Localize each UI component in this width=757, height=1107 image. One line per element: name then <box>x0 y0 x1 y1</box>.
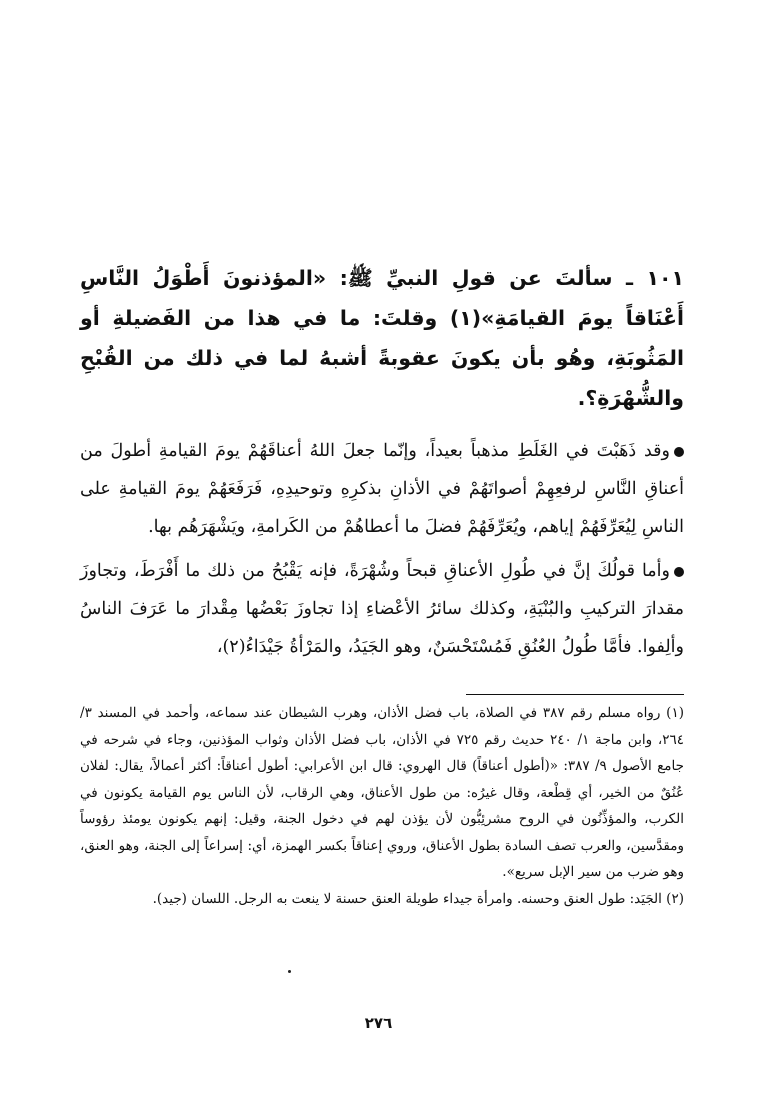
question-paragraph: ١٠١ ـ سألتَ عن قولِ النبيِّ ﷺ: «المؤذنونَ أَطْوَلُ النَّاسِ أَعْنَاقاً يومَ القيامَةِ»(١) وقلتَ: ما في هذا من الفَضيلةِ أو المَثُوبَةِ، وهُو بأن يكونَ عقوبةً أشبهُ لما في ذلك من القُبْحِ والشُّهْرَةِ؟. <box>80 266 684 410</box>
page-number: ٢٧٦ <box>364 1014 393 1032</box>
main-text <box>80 258 684 672</box>
answer-paragraph-2 <box>80 552 684 666</box>
answer-text-2: وأما قولُكَ إنَّ في طُولِ الأعناقِ قبحاً وشُهْرَةً، فإنه يَقْبُحُ من ذلك ما أَفْرَطَ، وتجاوزَ مقدارَ التركيبِ والبُنْيَةِ، وكذلك سائرُ الأعْضاءِ إذا تجاوزَ بَعْضُها مِقْدارَ ما عَرَفَ الناسُ وألِفوا. فأمَّا طُولُ العُنُقِ فَمُسْتَحْسَنٌ، وهو الجَيَدُ، والمَرْأةُ جَيْدَاءُ(٢)، <box>80 561 684 657</box>
answer-paragraph-1 <box>80 432 684 546</box>
bullet-icon <box>674 567 684 577</box>
footnotes <box>80 700 684 912</box>
answer-text-1: وقد ذَهَبْتَ في الغَلَطِ مذهباً بعيداً، وإنّما جعلَ اللهُ أعناقَهُمْ يومَ القيامةِ أطولَ من أعناقِ النَّاسِ لرفعِهِمْ أصواتَهُمْ في الأذانِ بذكرِهِ وتوحيدِهِ، فَرَفَعَهُمْ يومَ القيامةِ على الناسِ لِيُعَرِّفَهُمْ إياهم، ويُعَرِّفَهُمْ فضلَ ما أعطاهُمْ من الكَرامةِ، ويَشْهَرَهُم بها. <box>80 441 684 537</box>
bullet-icon <box>674 447 684 457</box>
footnote-1: (١) رواه مسلم رقم ٣٨٧ في الصلاة، باب فضل الأذان، وهرب الشيطان عند سماعه، وأحمد في المسند ٣/ ٢٦٤، وابن ماجة ١/ ٢٤٠ حديث رقم ٧٢٥ في الأذان، باب فضل الأذان وثواب المؤذنين، وجاء في شرحه في جامع الأصول ٩/ ٣٨٧: «(أطول أعناقاً) قال الهروي: قال ابن الأعرابي: أطول أعناقاً: أكثر أعمالاً، يقال: لفلان عُنُقٌ من الخير، أي قِطْعة، وقال غيرُه: من طول الأعناق، وهي الرقاب، لأن الناس يوم القيامة يكونون في الكرب، والمؤذِّنُون في الروح مشرئِبُّون لأن يؤذن لهم في دخول الجنة، وقيل: إنهم يكونون يومئذ رؤوساً ومقدَّسين، والعرب تصف السادة بطول الأعناق، وروي إعناقاً بكسر الهمزة، أي: إسراعاً إلى الجنة، وهو العنق، وهو ضرب من سير الإبل سريع». <box>80 705 684 880</box>
footnote-separator <box>466 694 684 695</box>
footnote-2: (٢) الجَيَد: طول العنق وحسنه. وامرأة جيداء طويلة العنق حسنة لا ينعت به الرجل. اللسان (جيد). <box>152 890 684 907</box>
print-speck <box>288 970 291 973</box>
